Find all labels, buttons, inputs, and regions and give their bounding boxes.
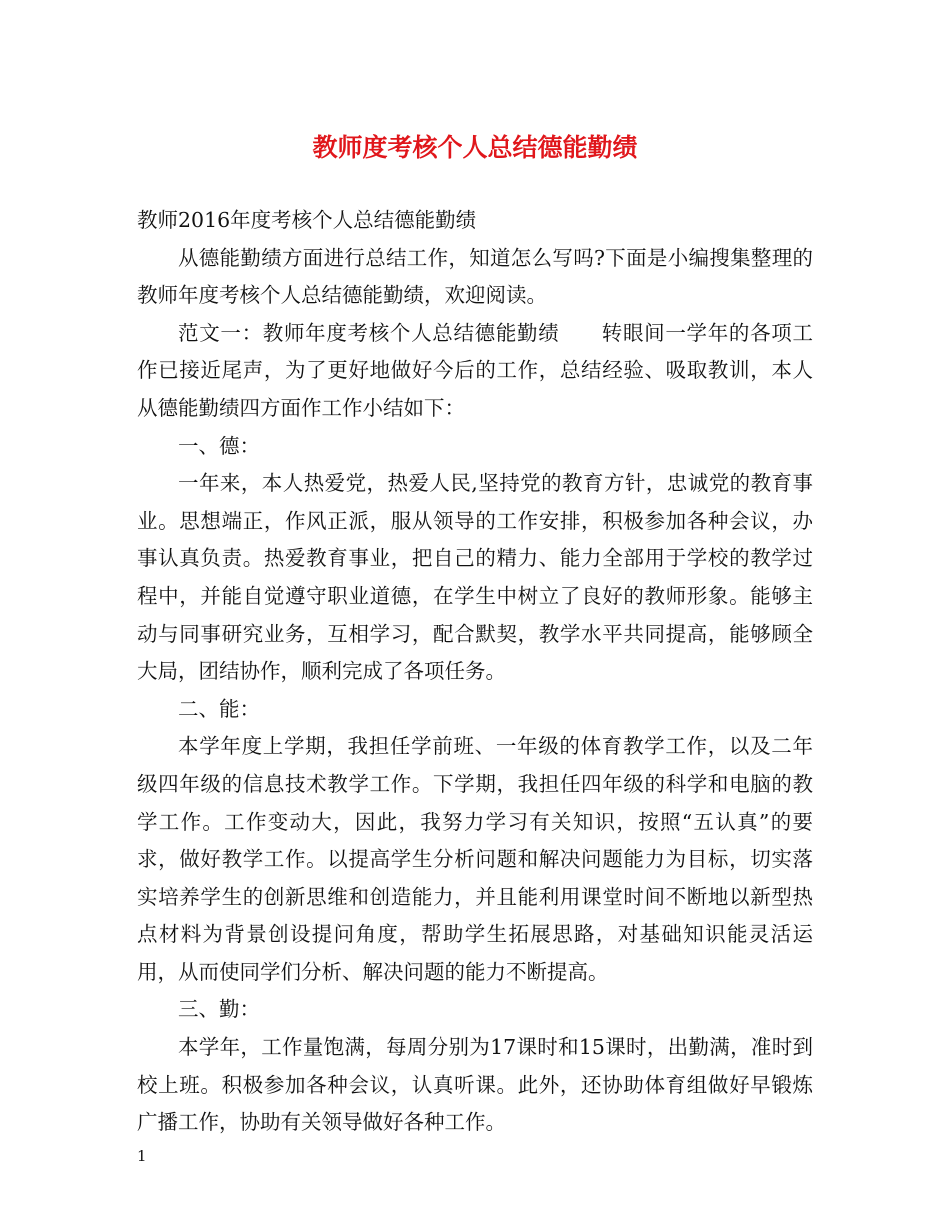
sample-intro-paragraph: 范文一：教师年度考核个人总结德能勤绩 转眼间一学年的各项工作已接近尾声，为了更好地做好今后的工作，总结经验、吸取教训，本人从德能勤绩四方面作工作小结如下：	[137, 320, 813, 420]
section-heading-de: 一、德：	[178, 433, 260, 458]
page-number: 1	[137, 1147, 147, 1165]
section-body-neng: 本学年度上学期，我担任学前班、一年级的体育教学工作，以及二年级四年级的信息技术教学工作。下学期，我担任四年级的科学和电脑的教学工作。工作变动大，因此，我努力学习有关知识，按照“五认真”的要求，做好教学工作。以提高学生分析问题和解决问题能力为目标，切实落实培养学生的创新思维和创造能力，并且能利用课堂时间不断地以新型热点材料为背景创设提问角度，帮助学生拓展思路，对基础知识能灵活运用，从而使同学们分析、解决问题的能力不断提高。	[137, 734, 813, 984]
section-body-qin: 本学年，工作量饱满，每周分别为17课时和15课时，出勤满，准时到校上班。积极参加各种会议，认真听课。此外，还协助体育组做好早锻炼广播工作，协助有关领导做好各种工作。	[137, 1035, 813, 1135]
intro-paragraph: 从德能勤绩方面进行总结工作，知道怎么写吗?下面是小编搜集整理的教师年度考核个人总结德能勤绩，欢迎阅读。	[137, 245, 813, 308]
section-heading-qin: 三、勤：	[178, 997, 260, 1022]
document-title: 教师度考核个人总结德能勤绩	[312, 133, 638, 162]
document-body	[137, 202, 813, 1142]
subtitle-paragraph: 教师2016年度考核个人总结德能勤绩	[137, 208, 477, 232]
section-body-de: 一年来，本人热爱党，热爱人民,坚持党的教育方针，忠诚党的教育事业。思想端正，作风正派，服从领导的工作安排，积极参加各种会议，办事认真负责。热爱教育事业，把自己的精力、能力全部用于学校的教学过程中，并能自觉遵守职业道德，在学生中树立了良好的教师形象。能够主动与同事研究业务，互相学习，配合默契，教学水平共同提高，能够顾全大局，团结协作，顺利完成了各项任务。	[137, 471, 813, 684]
section-heading-neng: 二、能：	[178, 696, 260, 721]
